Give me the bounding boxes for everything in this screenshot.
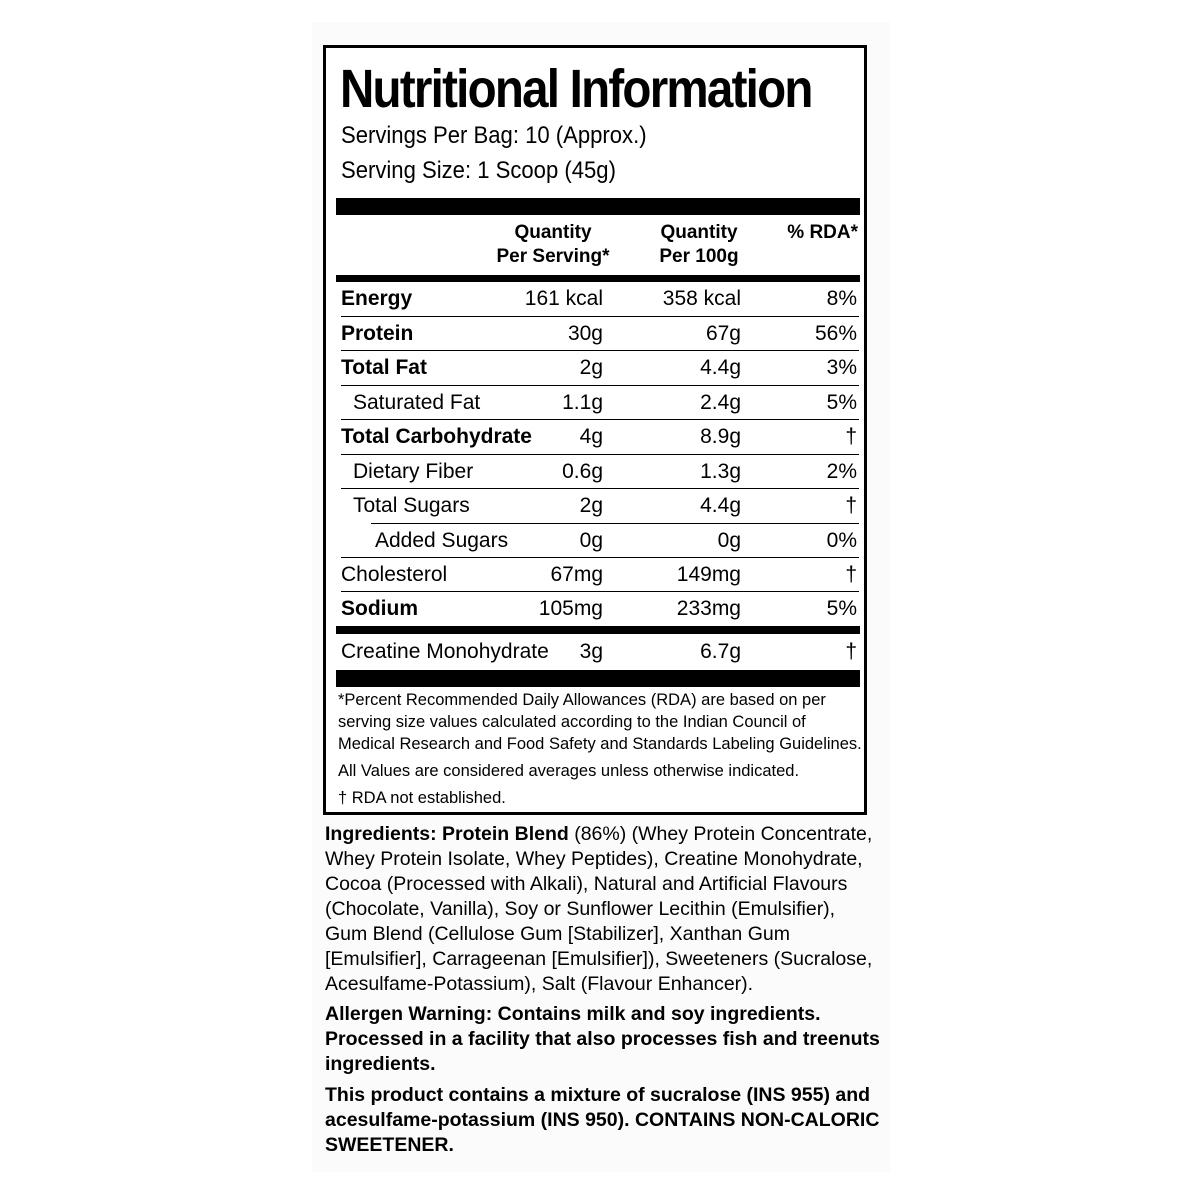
nutrient-name: Energy — [341, 287, 413, 310]
ingredients-blend-label: Protein Blend — [442, 823, 569, 845]
nutrient-name: Total Fat — [341, 356, 427, 379]
thick-bar-bottom — [336, 670, 860, 687]
nutrient-name: Cholesterol — [341, 563, 448, 586]
nutrient-name: Protein — [341, 322, 414, 345]
nutrient-serving: 3g — [579, 640, 603, 663]
nutrient-per100: 0g — [717, 529, 741, 552]
nutrient-rda: 0% — [826, 529, 857, 552]
nutrient-row-added-sugars — [341, 524, 859, 558]
nutrient-name: Saturated Fat — [353, 391, 481, 414]
nutrient-serving: 2g — [579, 356, 603, 379]
col-header-per100 — [644, 221, 754, 269]
footnote-averages: All Values are considered averages unless otherwise indicated. — [338, 762, 800, 780]
allergen-warning: Allergen Warning: Contains milk and soy ingredients. Processed in a facility that also processes fish and treenuts ingredients. — [325, 1003, 880, 1075]
nutrient-name: Total Carbohydrate — [341, 425, 532, 448]
nutrient-row-total-fat — [341, 351, 859, 385]
nutrient-rda: 5% — [826, 391, 857, 414]
nutrient-name: Sodium — [341, 597, 418, 620]
nutrient-serving: 4g — [579, 425, 603, 448]
nutrient-per100: 67g — [705, 322, 741, 345]
ingredients-paragraph — [325, 822, 880, 997]
nutrient-serving: 0g — [579, 529, 603, 552]
nutrient-row-energy — [341, 282, 859, 316]
nutrient-row-sodium — [341, 592, 859, 626]
nutrient-per100: 8.9g — [700, 425, 741, 448]
nutrient-serving: 105mg — [538, 597, 603, 620]
sweetener-notice: This product contains a mixture of sucralose (INS 955) and acesulfame-potassium (INS 950). CONTAINS NON-CALORIC SWEETENER. — [325, 1084, 880, 1156]
nutrient-per100: 149mg — [676, 563, 741, 586]
label-title: Nutritional Information — [340, 59, 812, 119]
nutrient-per100: 6.7g — [700, 640, 741, 663]
col-header-per100-line2: Per 100g — [659, 246, 739, 267]
nutrient-name: Total Sugars — [353, 494, 470, 517]
nutrient-per100: 1.3g — [700, 460, 741, 483]
nutrient-serving: 0.6g — [562, 460, 603, 483]
nutrition-facts-box — [323, 45, 867, 815]
footnote-dagger: † RDA not established. — [338, 789, 506, 807]
nutrient-per100: 2.4g — [700, 391, 741, 414]
nutrient-rda: 3% — [826, 356, 857, 379]
nutrient-per100: 4.4g — [700, 494, 741, 517]
nutrient-rda: 2% — [826, 460, 857, 483]
col-header-serving-line1: Quantity — [514, 222, 592, 243]
nutrient-row-dietary-fiber — [341, 455, 859, 489]
nutrient-per100: 358 kcal — [662, 287, 741, 310]
nutrient-row-saturated-fat — [341, 386, 859, 420]
nutrient-name: Dietary Fiber — [353, 460, 474, 483]
nutrient-name: Added Sugars — [375, 529, 509, 552]
col-header-rda: % RDA* — [787, 222, 858, 243]
nutrient-rda: † — [845, 640, 857, 663]
thick-bar-top — [336, 198, 860, 215]
nutrient-rda: † — [845, 563, 857, 586]
ingredients-text: (86%) (Whey Protein Concentrate, Whey Protein Isolate, Whey Peptides), Creatine Monohydrate, Cocoa (Processed with Alkali), Natural and Artificial Flavours (Chocolate, Vanilla), Soy or Sunflower Lecithin (Emulsifier), Gum Blend (Cellulose Gum [Stabilizer], Xanthan Gum [Emulsifier], Carrageenan [Emulsifier]), Sweeteners (Sucralose, Acesulfame-Potassium), Salt (Flavour Enhancer). — [325, 823, 873, 995]
nutrient-row-cholesterol — [341, 558, 859, 592]
nutrient-row-total-carbohydrate — [341, 420, 859, 454]
nutrient-serving: 2g — [579, 494, 603, 517]
medium-bar-header — [336, 275, 860, 282]
nutrient-rda: 8% — [826, 287, 857, 310]
nutrient-rda: † — [845, 425, 857, 448]
nutrient-serving: 67mg — [550, 563, 603, 586]
nutrient-row-protein — [341, 317, 859, 351]
nutrient-serving: 30g — [567, 322, 603, 345]
nutrient-rda: † — [845, 494, 857, 517]
nutrient-serving: 1.1g — [562, 391, 603, 414]
nutrient-per100: 4.4g — [700, 356, 741, 379]
nutrient-per100: 233mg — [676, 597, 741, 620]
serving-size: Serving Size: 1 Scoop (45g) — [341, 157, 616, 184]
col-header-per100-line1: Quantity — [660, 222, 738, 243]
servings-per-bag: Servings Per Bag: 10 (Approx.) — [341, 122, 647, 149]
nutrient-serving: 161 kcal — [524, 287, 603, 310]
col-header-serving — [488, 221, 618, 269]
footnote-rda: *Percent Recommended Daily Allowances (RDA) are based on per serving size values calculated according to the Indian Council of Medical Research and Food Safety and Standards Labeling Guidelines. — [338, 691, 862, 753]
nutrient-rda: 56% — [814, 322, 857, 345]
col-header-serving-line2: Per Serving* — [496, 246, 610, 267]
nutrient-rda: 5% — [826, 597, 857, 620]
nutrient-row-creatine — [341, 635, 859, 669]
ingredients-heading: Ingredients: — [325, 823, 437, 845]
medium-bar-creatine — [336, 626, 860, 634]
nutrient-name: Creatine Monohydrate — [341, 640, 549, 663]
nutrient-row-total-sugars — [341, 489, 859, 523]
